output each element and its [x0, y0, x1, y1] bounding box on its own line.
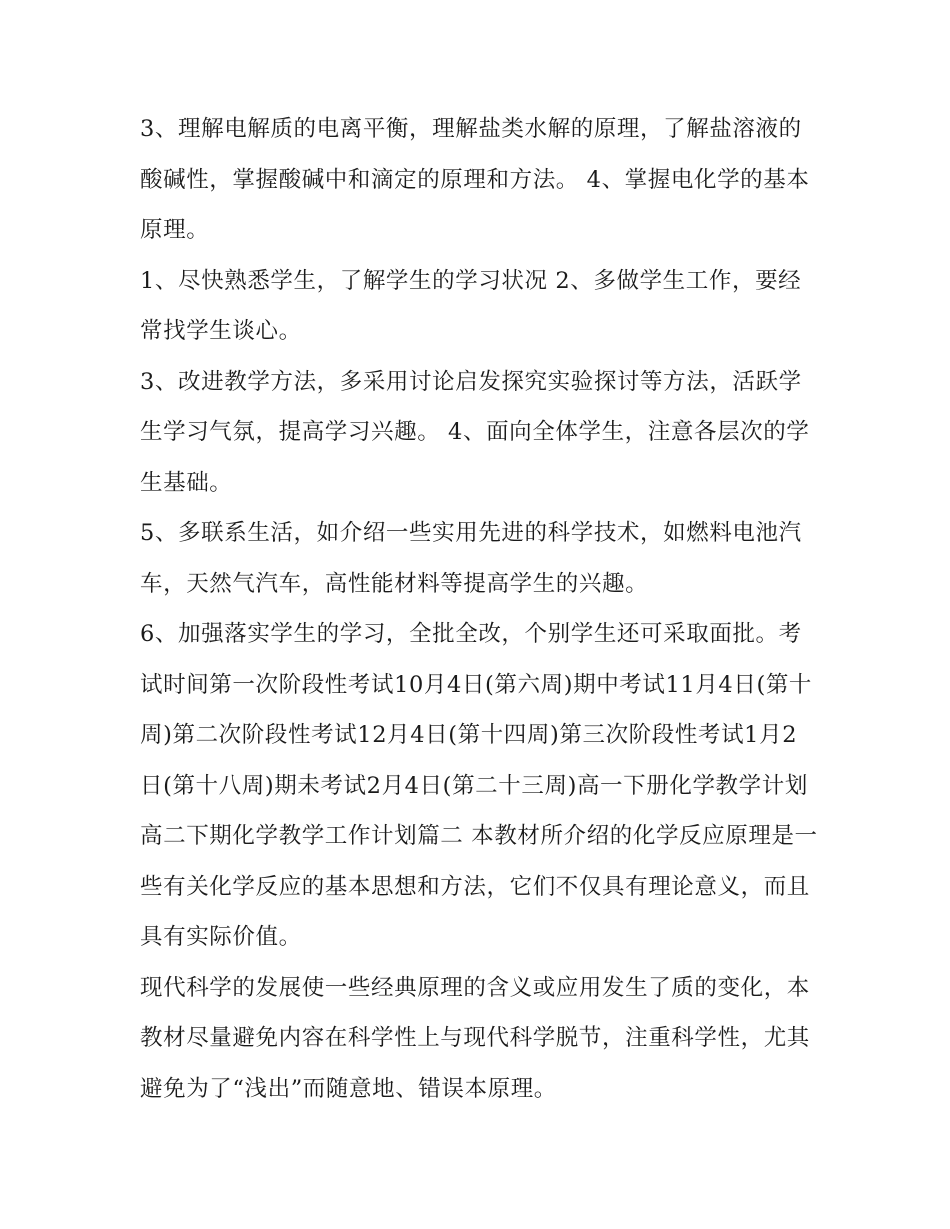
paragraph-textbook-notes: 现代科学的发展使一些经典原理的含义或应用发生了质的变化，本教材尽量避免内容在科学性上与现代科学脱节，注重科学性，尤其避免为了“浅出”而随意地、错误本原理。 — [140, 974, 810, 1102]
document-body — [140, 104, 820, 1114]
paragraph-objectives: 3、理解电解质的电离平衡，理解盐类水解的原理，了解盐溶液的酸碱性，掌握酸碱中和滴定的原理和方法。 4、掌握电化学的基本原理。 — [140, 116, 810, 243]
paragraph-measures-5: 5、多联系生活，如介绍一些实用先进的科学技术，如燃料电池汽车，天然气汽车，高性能材料等提高学生的兴趣。 — [140, 520, 802, 597]
paragraph-measures-3: 3、改进教学方法，多采用讨论启发探究实验探讨等方法，活跃学生学习气氛，提高学习兴趣。 4、面向全体学生，注意各层次的学生基础。 — [140, 368, 810, 496]
paragraph-measures-1: 1、尽快熟悉学生，了解学生的学习状况 2、多做学生工作，要经常找学生谈心。 — [140, 267, 802, 344]
paragraph-measures-6-schedule: 6、加强落实学生的学习，全批全改，个别学生还可采取面批。考试时间第一次阶段性考试10月4日(第六周)期中考试11月4日(第十周)第二次阶段性考试12月4日(第十四周)第三次阶段性考试1月2日(第十八周)期未考试2月4日(第二十三周)高一下册化学教学计划 高二下期化学教学工作计划篇二 本教材所介绍的化学反应原理是一些有关化学反应的基本思想和方法，它们不仅具有理论意义，而且具有实际价值。 — [140, 621, 818, 950]
